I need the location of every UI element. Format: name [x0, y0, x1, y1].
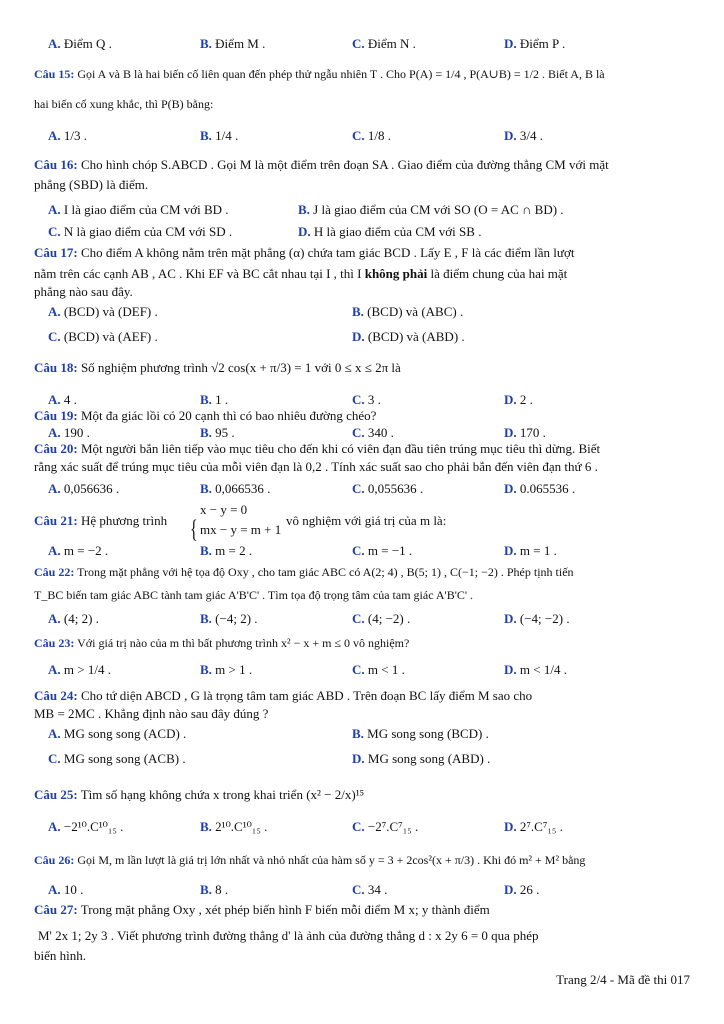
question-27-cont: M' 2x 1; 2y 3 . Viết phương trình đường thẳng d' là ảnh của đường thẳng d : x 2y 6 = 0 qua phép [38, 928, 539, 943]
q23-option-d: D. m < 1/4 . [504, 662, 567, 677]
option-c: C. Điểm N . [352, 36, 416, 51]
q19-option-a: A. 190 . [48, 425, 90, 440]
q21-option-a: A. m = −2 . [48, 543, 109, 558]
q24-option-a: A. MG song song (ACD) . [48, 726, 187, 741]
question-26: Câu 26: Gọi M, m lần lượt là giá trị lớn nhất và nhỏ nhất của hàm số y = 3 + 2cos²(x + π/3) . Khi đó m² + M² bằng [34, 853, 586, 867]
q24-option-c: C. MG song song (ACB) . [48, 751, 186, 766]
option-b: B. Điểm M . [200, 36, 266, 51]
q15-option-d: D. 3/4 . [504, 128, 544, 143]
question-20: Câu 20: Một người bắn liên tiếp vào mục tiêu cho đến khi có viên đạn đầu tiên trúng mục tiêu thì dừng. Biết [34, 441, 601, 456]
question-23: Câu 23: Với giá trị nào của m thì bất phương trình x² − x + m ≤ 0 vô nghiệm? [34, 636, 410, 650]
q24-option-d: D. MG song song (ABD) . [352, 751, 491, 766]
q18-option-c: C. 3 . [352, 392, 381, 407]
q16-option-b: B. J là giao điểm của CM với SO (O = AC ∩ BD) . [298, 202, 564, 217]
q26-option-c: C. 34 . [352, 882, 388, 897]
q20-option-a: A. 0,056636 . [48, 481, 120, 496]
option-a: A. Điểm Q . [48, 36, 112, 51]
q19-option-d: D. 170 . [504, 425, 546, 440]
q22-option-d: D. (−4; −2) . [504, 611, 570, 626]
q16-option-a: A. I là giao điểm của CM với BD . [48, 202, 229, 217]
question-22: Câu 22: Trong mặt phẳng với hệ tọa độ Oxy , cho tam giác ABC có A(2; 4) , B(5; 1) , C(−1; −2) . Phép tịnh tiến [34, 565, 574, 579]
q21-option-d: D. m = 1 . [504, 543, 557, 558]
system-eq-1: x − y = 0 [200, 502, 248, 517]
q25-option-d: D. 2⁷.C⁷₁₅ . [504, 819, 563, 834]
q23-option-b: B. m > 1 . [200, 662, 253, 677]
q23-option-a: A. m > 1/4 . [48, 662, 111, 677]
q19-option-b: B. 95 . [200, 425, 235, 440]
q16-option-d: D. H là giao điểm của CM với SB . [298, 224, 482, 239]
question-24-cont: MB = 2MC . Khẳng định nào sau đây đúng ? [34, 706, 269, 721]
q21-option-b: B. m = 2 . [200, 543, 253, 558]
question-17-cont2: phẳng nào sau đây. [34, 284, 133, 299]
q20-option-c: C. 0,055636 . [352, 481, 424, 496]
q16-option-c: C. N là giao điểm của CM với SD . [48, 224, 233, 239]
page-footer: Trang 2/4 - Mã đề thi 017 [556, 972, 690, 987]
q15-option-b: B. 1/4 . [200, 128, 239, 143]
q22-option-c: C. (4; −2) . [352, 611, 411, 626]
question-17: Câu 17: Cho điểm A không nằm trên mặt phẳng (α) chứa tam giác BCD . Lấy E , F là các điểm lần lượt [34, 245, 575, 260]
question-21-cont: vô nghiệm với giá trị của m là: [286, 513, 447, 528]
q20-option-d: D. 0.065536 . [504, 481, 576, 496]
q20-option-b: B. 0,066536 . [200, 481, 271, 496]
q22-option-b: B. (−4; 2) . [200, 611, 258, 626]
q17-option-b: B. (BCD) và (ABC) . [352, 304, 464, 319]
q17-option-d: D. (BCD) và (ABD) . [352, 329, 465, 344]
q23-option-c: C. m < 1 . [352, 662, 405, 677]
option-d: D. Điểm P . [504, 36, 566, 51]
q26-option-d: D. 26 . [504, 882, 540, 897]
q21-option-c: C. m = −1 . [352, 543, 413, 558]
question-20-cont: rằng xác suất để trúng mục tiêu của mỗi viên đạn là 0,2 . Tính xác suất sao cho phải bắn đến viên đạn thứ 6 . [34, 459, 598, 474]
q19-option-c: C. 340 . [352, 425, 394, 440]
system-brace: { [190, 516, 198, 544]
question-17-cont: nằm trên các cạnh AB , AC . Khi EF và BC cắt nhau tại I , thì I không phải là điểm chung của hai mặt [34, 266, 568, 281]
q15-option-c: C. 1/8 . [352, 128, 392, 143]
question-22-cont: T_BC biến tam giác ABC tành tam giác A'B'C' . Tìm tọa độ trọng tâm của tam giác A'B'C' . [34, 588, 474, 602]
q15-option-a: A. 1/3 . [48, 128, 88, 143]
question-16-cont: phẳng (SBD) là điểm. [34, 177, 149, 192]
question-18: Câu 18: Số nghiệm phương trình √2 cos(x + π/3) = 1 với 0 ≤ x ≤ 2π là [34, 360, 401, 375]
q25-option-a: A. −2¹⁰.C¹⁰₁₅ . [48, 819, 124, 834]
q25-option-c: C. −2⁷.C⁷₁₅ . [352, 819, 419, 834]
question-15-cont: hai biến cố xung khắc, thì P(B) bằng: [34, 97, 214, 111]
question-24: Câu 24: Cho tứ diện ABCD , G là trọng tâm tam giác ABD . Trên đoạn BC lấy điểm M sao cho [34, 688, 533, 703]
q18-option-b: B. 1 . [200, 392, 229, 407]
q24-option-b: B. MG song song (BCD) . [352, 726, 489, 741]
q25-option-b: B. 2¹⁰.C¹⁰₁₅ . [200, 819, 268, 834]
question-19: Câu 19: Một đa giác lồi có 20 cạnh thì có bao nhiêu đường chéo? [34, 408, 377, 423]
q17-option-a: A. (BCD) và (DEF) . [48, 304, 158, 319]
question-21: Câu 21: Hệ phương trình [34, 513, 168, 528]
question-27: Câu 27: Trong mặt phẳng Oxy , xét phép biến hình F biến mỗi điểm M x; y thành điểm [34, 902, 490, 917]
q26-option-a: A. 10 . [48, 882, 84, 897]
q22-option-a: A. (4; 2) . [48, 611, 99, 626]
system-eq-2: mx − y = m + 1 [200, 522, 282, 537]
q17-option-c: C. (BCD) và (AEF) . [48, 329, 158, 344]
question-25: Câu 25: Tìm số hạng không chứa x trong khai triển (x² − 2/x)¹⁵ [34, 787, 365, 802]
q18-option-a: A. 4 . [48, 392, 77, 407]
q18-option-d: D. 2 . [504, 392, 533, 407]
question-15: Câu 15: Gọi A và B là hai biến cố liên quan đến phép thử ngẫu nhiên T . Cho P(A) = 1/4 , P(A∪B) = 1/2 . Biết A, B là [34, 67, 605, 81]
question-27-cont2: biến hình. [34, 948, 86, 963]
q26-option-b: B. 8 . [200, 882, 229, 897]
question-16: Câu 16: Cho hình chóp S.ABCD . Gọi M là một điểm trên đoạn SA . Giao điểm của đường thẳng CM với mặt [34, 157, 609, 172]
